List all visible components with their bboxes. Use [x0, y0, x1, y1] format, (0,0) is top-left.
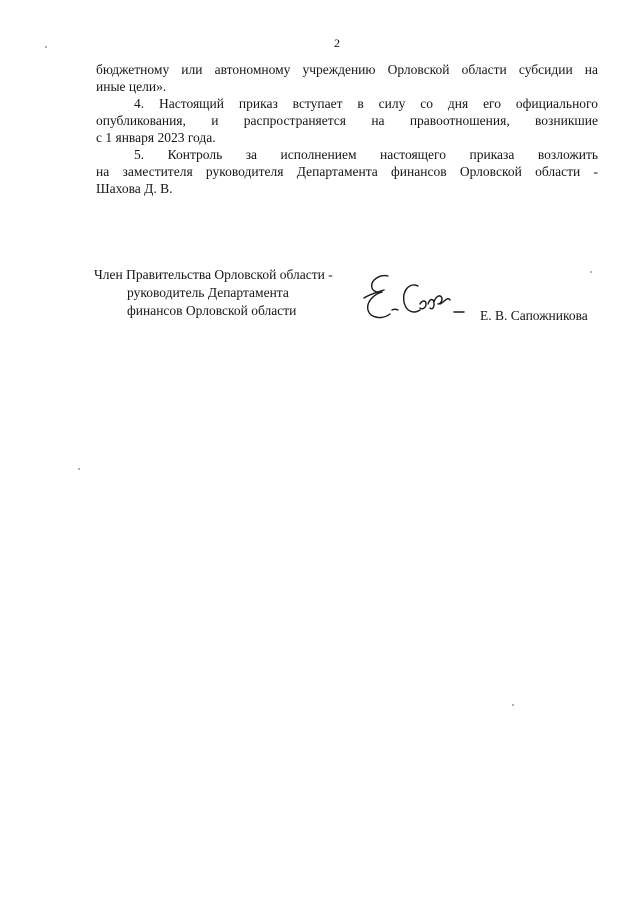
signatory-title-line: руководитель Департамента: [127, 285, 289, 300]
text-line: Шахова Д. В.: [96, 181, 173, 196]
signatory-name: Е. В. Сапожникова: [480, 308, 588, 323]
text-line: бюджетному или автономному учреждению Орловской области субсидии на: [96, 62, 598, 77]
paragraph-item-5: [96, 146, 598, 197]
paragraph-item-4: [96, 95, 598, 146]
scan-speck: [512, 704, 514, 706]
page-number: 2: [334, 36, 340, 50]
signatory-title: [94, 266, 333, 320]
paragraph-continuation: [96, 61, 598, 95]
scan-speck: [590, 271, 592, 273]
signatory-title-line: финансов Орловской области: [127, 303, 297, 318]
signatory-title-line: Член Правительства Орловской области -: [94, 267, 333, 282]
text-line: на заместителя руководителя Департамента финансов Орловской области -: [96, 164, 598, 179]
scan-speck: [45, 46, 47, 48]
document-body: [96, 61, 598, 197]
text-line: иные цели».: [96, 79, 167, 94]
text-line: с 1 января 2023 года.: [96, 130, 216, 145]
text-line: 5. Контроль за исполнением настоящего приказа возложить: [134, 147, 598, 162]
text-line: 4. Настоящий приказ вступает в силу со дня его официального: [134, 96, 598, 111]
handwritten-signature: [360, 268, 470, 326]
text-line: опубликования, и распространяется на правоотношения, возникшие: [96, 113, 598, 128]
scan-speck: [78, 468, 80, 470]
